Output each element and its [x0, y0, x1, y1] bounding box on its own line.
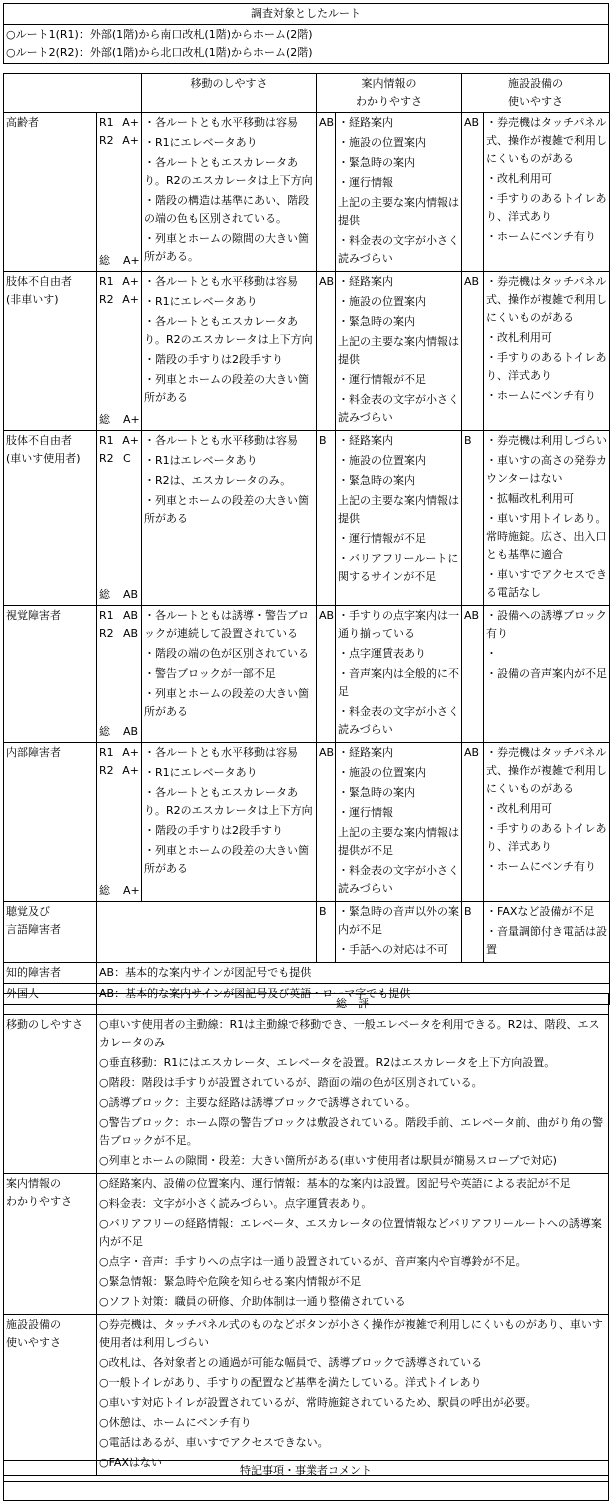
- info-rating: AB: [317, 272, 336, 431]
- route-rating: [99, 450, 139, 468]
- info-item: ・バリアフリールートに関するサインが不足: [338, 552, 459, 583]
- info-item: ・料金表の文字が小さく読みづらい: [338, 705, 459, 736]
- facility-item: ・音量調節付き電話は設置: [486, 925, 607, 956]
- move-item: ・各ルートとも水平移動は容易: [144, 434, 298, 447]
- route-label: 総: [99, 588, 110, 601]
- category-cell: 内部障害者: [4, 743, 97, 902]
- route-rating: [99, 114, 139, 132]
- info-item: ・運行情報が不足: [338, 373, 426, 386]
- category-cell: 肢体不自由者 (非車いす): [4, 272, 97, 431]
- info-cell: [336, 431, 462, 606]
- route-rating: [99, 882, 140, 900]
- route-rating: [99, 411, 140, 429]
- summary-category: 施設設備の 使いやすさ: [4, 1315, 97, 1476]
- facility-item: ・券売機はタッチパネル式、操作が複雑で利用しにくいものがある: [486, 275, 607, 324]
- category-cell: 知的障害者: [4, 963, 97, 984]
- move-item: ・各ルートとも水平移動は容易: [144, 275, 298, 288]
- summary-item: ○改札は、各対象者との通過が可能な幅員で、誘導ブロックで誘導されている: [99, 1356, 483, 1369]
- facility-item: ・FAXなど設備が不足: [486, 905, 595, 918]
- eval-row: [4, 606, 610, 743]
- route-rating: [99, 252, 140, 270]
- info-item: 上記の主要な案内情報は提供: [338, 335, 459, 366]
- eval-row: [4, 902, 610, 963]
- facility-cell: [484, 606, 610, 743]
- move-item: ・各ルートともエスカレータあり。R2のエスカレータは上下方向: [144, 786, 313, 817]
- info-item: ・運行情報: [338, 176, 393, 189]
- facility-cell: [484, 113, 610, 272]
- route-label: R1: [99, 434, 114, 447]
- move-item: ・列車とホームの隙間の大きい箇所がある。: [144, 232, 309, 263]
- move-cell: [142, 743, 317, 902]
- facility-item: ・設備への誘導ブロック有り: [486, 609, 607, 640]
- facility-item: ・券売機は利用しづらい: [486, 434, 607, 447]
- summary-item: ○券売機は、タッチパネル式のものなどボタンが小さく操作が複雑で利用しにくいものがあり、車いす使用者は利用しづらい: [99, 1318, 603, 1349]
- eval-row: [4, 113, 610, 272]
- summary-items: [97, 1174, 609, 1315]
- route-grade: A+: [122, 293, 139, 306]
- info-item: ・経路案内: [338, 275, 393, 288]
- facility-item: ・設備の音声案内が不足: [486, 667, 607, 680]
- route-label: R1: [99, 116, 114, 129]
- facility-item: ・手すりのあるトイレあり、洋式あり: [486, 822, 607, 853]
- summary-title: 総 評: [97, 994, 609, 1015]
- move-cell: [142, 272, 317, 431]
- move-item: ・各ルートともは誘導・警告ブロックが連続して設置されている: [144, 609, 309, 640]
- route-rating-cell: [97, 113, 142, 272]
- route-label: 総: [99, 725, 110, 738]
- eval-simple-row: [4, 963, 610, 984]
- route-grade: AB: [123, 725, 139, 738]
- info-cell: [336, 113, 462, 272]
- routes-title: 調査対象としたルート: [4, 4, 609, 25]
- facility-item: ・改札利用可: [486, 172, 552, 185]
- route-grade: A+: [123, 413, 140, 426]
- route-rating-cell: [97, 272, 142, 431]
- route-rating: [99, 586, 138, 604]
- move-item: ・列車とホームの段差の大きい箇所がある: [144, 494, 309, 525]
- info-item: 上記の主要な案内情報は提供: [338, 196, 459, 227]
- header-facility: 施設設備の 使いやすさ: [462, 74, 610, 113]
- notes-body: [4, 1482, 609, 1501]
- summary-item: ○経路案内、設備の位置案内、運行情報：基本的な案内は設置。図記号や英語による表記が不足: [99, 1177, 571, 1190]
- move-item: ・列車とホームの段差の大きい箇所がある: [144, 687, 309, 718]
- facility-item: ・券売機はタッチパネル式、操作が複雑で利用しにくいものがある: [486, 746, 607, 795]
- route-grade: A+: [122, 746, 139, 759]
- eval-row: [4, 272, 610, 431]
- facility-cell: [484, 431, 610, 606]
- move-item: ・階段の手すりは2段手すり: [144, 353, 283, 366]
- info-item: ・料金表の文字が小さく読みづらい: [338, 393, 459, 424]
- summary-items: [97, 1015, 609, 1174]
- facility-rating: AB: [462, 272, 484, 431]
- move-item: ・階段の構造は基準にあい、階段の端の色も区別されている。: [144, 194, 309, 225]
- info-item: ・緊急時の案内: [338, 315, 415, 328]
- summary-item: ○階段：階段は手すりが設置されているが、踏面の端の色が区別されている。: [99, 1076, 483, 1089]
- move-item: ・R1にエレベータあり: [144, 136, 258, 149]
- facility-item: ・ホームにベンチ有り: [486, 860, 596, 873]
- summary-item: ○緊急情報：緊急時や危険を知らせる案内情報が不足: [99, 1275, 362, 1288]
- move-item: ・列車とホームの段差の大きい箇所がある: [144, 844, 309, 875]
- route-rating: [99, 132, 139, 150]
- move-item: ・列車とホームの段差の大きい箇所がある: [144, 373, 309, 404]
- header-info: 案内情報の わかりやすさ: [317, 74, 462, 113]
- route-grade: C: [123, 452, 131, 465]
- simple-text: AB：基本的な案内サインが図記号でも提供: [97, 963, 610, 984]
- route-rating: [99, 762, 139, 780]
- info-item: 上記の主要な案内情報は提供が不足: [338, 826, 459, 857]
- route-label: R1: [99, 275, 114, 288]
- info-cell: [336, 902, 462, 963]
- info-item: ・施設の位置案内: [338, 454, 426, 467]
- route-grade: A+: [123, 254, 140, 267]
- move-cell: [142, 606, 317, 743]
- route-grade: A+: [122, 764, 139, 777]
- summary-item: ○料金表：文字が小さく読みづらい。点字運賃表あり。: [99, 1197, 373, 1210]
- info-item: ・経路案内: [338, 434, 393, 447]
- facility-cell: [484, 902, 610, 963]
- facility-item: ・ホームにベンチ有り: [486, 230, 596, 243]
- info-item: ・音声案内は全般的に不足: [338, 667, 459, 698]
- move-item: ・R2は、エスカレータのみ。: [144, 474, 292, 487]
- move-item: ・各ルートともエスカレータあり。R2のエスカレータは上下方向: [144, 156, 313, 187]
- route-rating: [99, 625, 139, 643]
- facility-item: ・車いすでアクセスできる電話なし: [486, 568, 607, 599]
- summary-item: ○一般トイレがあり、手すりの配置など基準を満たしている。洋式トイレあり: [99, 1376, 482, 1389]
- category-cell: 高齢者: [4, 113, 97, 272]
- info-rating: AB: [317, 113, 336, 272]
- info-item: ・手すりの点字案内は一通り揃っている: [338, 609, 459, 640]
- summary-table: [3, 993, 609, 1476]
- info-item: ・緊急時の案内: [338, 156, 415, 169]
- routes-table: [3, 3, 609, 64]
- route-label: R1: [99, 746, 114, 759]
- category-cell: 肢体不自由者 (車いす使用者): [4, 431, 97, 606]
- route-grade: A+: [122, 434, 139, 447]
- simple-text: AB：基本的な案内サインが図記号及び英語・ローマ字でも提供: [97, 984, 610, 1005]
- info-rating: B: [317, 902, 336, 963]
- route-label: R1: [99, 609, 114, 622]
- category-cell: 視覚障害者: [4, 606, 97, 743]
- summary-item: ○休憩は、ホームにベンチ有り: [99, 1416, 252, 1429]
- route-rating: [99, 291, 139, 309]
- info-item: ・緊急時の音声以外の案内が不足: [338, 905, 459, 936]
- summary-item: ○列車とホームの隙間・段差：大きい箇所がある(車いす使用者は駅員が簡易スロープで対応): [99, 1154, 557, 1167]
- facility-cell: [484, 743, 610, 902]
- summary-row: [4, 1015, 609, 1174]
- route-item: ○ルート2(R2)：外部(1階)から北口改札(1階)からホーム(2階): [6, 46, 313, 59]
- summary-item: ○誘導ブロック：主要な経路は誘導ブロックで誘導されている。: [99, 1096, 417, 1109]
- info-item: ・経路案内: [338, 746, 393, 759]
- route-label: R2: [99, 764, 114, 777]
- summary-item: ○電話はあるが、車いすでアクセスできない。: [99, 1436, 329, 1449]
- move-item: ・各ルートとも水平移動は容易: [144, 116, 298, 129]
- move-item: ・R1にエレベータあり: [144, 295, 258, 308]
- routes-list: [4, 25, 609, 64]
- facility-item: ・車いす用トイレあり。常時施錠。広さ、出入口とも基準に適合: [486, 512, 607, 561]
- facility-rating: AB: [462, 606, 484, 743]
- summary-item: ○バリアフリーの経路情報：エレベータ、エスカレータの位置情報などバリアフリールートへの誘導案内が不足: [99, 1217, 602, 1248]
- info-item: ・点字運賃表あり: [338, 647, 426, 660]
- info-item: 上記の主要な案内情報は提供: [338, 494, 459, 525]
- facility-item: ・手すりのあるトイレあり、洋式あり: [486, 192, 607, 223]
- route-grade: A+: [122, 134, 139, 147]
- move-cell: [142, 431, 317, 606]
- route-grade: AB: [123, 609, 139, 622]
- summary-category: 移動のしやすさ: [4, 1015, 97, 1174]
- eval-row: [4, 431, 610, 606]
- eval-row: [4, 743, 610, 902]
- facility-item: ・改札利用可: [486, 802, 552, 815]
- route-grade: A+: [122, 116, 139, 129]
- route-rating: [99, 607, 139, 625]
- info-cell: [336, 743, 462, 902]
- category-cell: 聴覚及び 言語障害者: [4, 902, 97, 963]
- info-item: ・施設の位置案内: [338, 766, 426, 779]
- route-rating-cell: [97, 606, 142, 743]
- summary-row: [4, 1174, 609, 1315]
- info-rating: B: [317, 431, 336, 606]
- summary-item: ○ソフト対策：職員の研修、介助体制は一通り整備されている: [99, 1295, 406, 1308]
- route-grade: A+: [122, 275, 139, 288]
- info-cell: [336, 272, 462, 431]
- facility-rating: AB: [462, 113, 484, 272]
- facility-item: ・車いすの高さの発券カウンターはない: [486, 454, 607, 485]
- route-rating-cell: [97, 743, 142, 902]
- info-item: ・運行情報が不足: [338, 532, 426, 545]
- summary-item: ○FAXはない: [99, 1456, 162, 1469]
- route-grade: AB: [123, 588, 139, 601]
- header-move: 移動のしやすさ: [142, 74, 317, 113]
- summary-item: ○車いす対応トイレが設置されているが、常時施錠されているため、駅員の呼出が必要。: [99, 1396, 537, 1409]
- info-item: ・施設の位置案内: [338, 136, 426, 149]
- move-cell-empty: [97, 902, 317, 963]
- route-rating: [99, 432, 139, 450]
- route-rating: [99, 273, 139, 291]
- facility-rating: AB: [462, 743, 484, 902]
- info-cell: [336, 606, 462, 743]
- route-label: 総: [99, 254, 110, 267]
- route-grade: A+: [123, 884, 140, 897]
- facility-item: ・拡幅改札利用可: [486, 492, 574, 505]
- move-cell: [142, 113, 317, 272]
- move-item: ・R1にエレベータあり: [144, 766, 258, 779]
- info-item: ・施設の位置案内: [338, 295, 426, 308]
- summary-item: ○垂直移動：R1にはエスカレータ、エレベータを設置。R2はエスカレータを上下方向設置。: [99, 1056, 556, 1069]
- route-label: R2: [99, 627, 114, 640]
- summary-item: ○警告ブロック：ホーム際の警告ブロックは敷設されている。階段手前、エレベータ前、曲がり角の警告ブロックが不足。: [99, 1116, 604, 1147]
- route-rating: [99, 744, 139, 762]
- route-label: 総: [99, 413, 110, 426]
- route-label: 総: [99, 884, 110, 897]
- info-item: ・運行情報: [338, 806, 393, 819]
- facility-rating: B: [462, 902, 484, 963]
- info-rating: AB: [317, 606, 336, 743]
- route-rating: [99, 723, 138, 741]
- facility-rating: B: [462, 431, 484, 606]
- route-rating-cell: [97, 431, 142, 606]
- route-label: R2: [99, 293, 114, 306]
- info-item: ・料金表の文字が小さく読みづらい: [338, 864, 459, 895]
- move-item: ・R1はエレベータあり: [144, 454, 258, 467]
- notes-title: 特記事項・事業者コメント: [4, 1461, 609, 1482]
- info-item: ・緊急時の案内: [338, 786, 415, 799]
- facility-item: ・改札利用可: [486, 331, 552, 344]
- route-label: R2: [99, 134, 114, 147]
- info-item: ・手話への対応は不可: [338, 943, 448, 956]
- move-item: ・各ルートとも水平移動は容易: [144, 746, 298, 759]
- facility-item: ・ホームにベンチ有り: [486, 389, 596, 402]
- category-cell: 外国人: [4, 984, 97, 1005]
- facility-item: ・券売機はタッチパネル式、操作が複雑で利用しにくいものがある: [486, 116, 607, 165]
- info-item: ・経路案内: [338, 116, 393, 129]
- move-item: ・階段の端の色が区別されている: [144, 647, 309, 660]
- summary-item: ○車いす使用者の主動線：R1は主動線で移動でき、一般エレベータを利用できる。R2は、階段、エスカレータのみ: [99, 1018, 600, 1049]
- facility-item: ・手すりのあるトイレあり、洋式あり: [486, 351, 607, 382]
- info-item: ・緊急時の案内: [338, 474, 415, 487]
- summary-items: [97, 1315, 609, 1476]
- route-item: ○ルート1(R1)：外部(1階)から南口改札(1階)からホーム(2階): [6, 28, 313, 41]
- info-rating: AB: [317, 743, 336, 902]
- move-item: ・階段の手すりは2段手すり: [144, 824, 283, 837]
- move-item: ・警告ブロックが一部不足: [144, 667, 276, 680]
- facility-item: ・: [486, 647, 497, 660]
- summary-header-blank: [4, 994, 97, 1015]
- facility-cell: [484, 272, 610, 431]
- route-label: R2: [99, 452, 114, 465]
- info-item: ・料金表の文字が小さく読みづらい: [338, 234, 459, 265]
- evaluation-table: [3, 73, 610, 1005]
- move-item: ・各ルートともエスカレータあり。R2のエスカレータは上下方向: [144, 315, 313, 346]
- summary-row: [4, 1315, 609, 1476]
- summary-category: 案内情報の わかりやすさ: [4, 1174, 97, 1315]
- summary-item: ○点字・音声：手すりへの点字は一通り設置されているが、音声案内や盲導鈴が不足。: [99, 1255, 527, 1268]
- notes-table: [3, 1460, 609, 1501]
- header-blank: [4, 74, 142, 113]
- route-grade: AB: [123, 627, 139, 640]
